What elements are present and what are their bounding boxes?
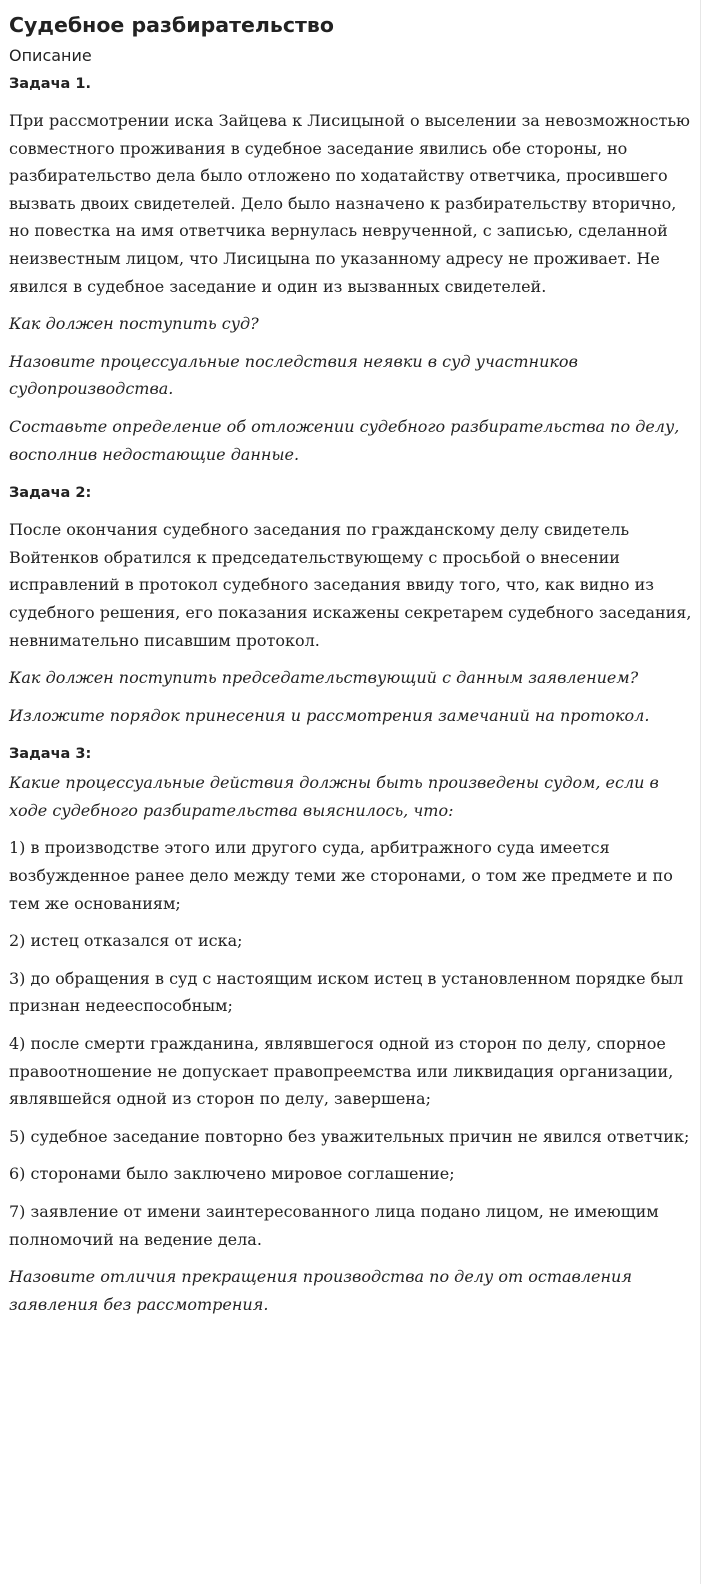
task-3 (9, 739, 692, 1318)
task-3-item-1: 1) в производстве этого или другого суда, арбитражного суда имеется возбужденное ранее дело между теми же сторонами, о том же предмете и по тем же основаниям; (9, 838, 673, 913)
task-3-heading: Задача 3: (9, 746, 92, 763)
task-1-question-3: Составьте определение об отложении судебного разбирательства по делу, восполнив недостающие данные. (9, 416, 680, 464)
task-3-item-6: 6) сторонами было заключено мировое соглашение; (9, 1164, 455, 1184)
task-3-item-4: 4) после смерти гражданина, являвшегося одной из сторон по делу, спорное правоотношение не допускает правопреемства или ликвидация организации, являвшейся одной из сторон по делу, завершена; (9, 1034, 674, 1109)
task-3-item-5: 5) судебное заседание повторно без уважительных причин не явился ответчик; (9, 1126, 690, 1146)
task-3-item-7: 7) заявление от имени заинтересованного лица подано лицом, не имеющим полномочий на ведение дела. (9, 1202, 659, 1249)
task-3-item-3: 3) до обращения в суд с настоящим иском истец в установленном порядке был признан недееспособным; (9, 968, 684, 1016)
task-1 (9, 69, 692, 468)
task-3-item-2: 2) истец отказался от иска; (9, 931, 243, 951)
task-1-question-1: Как должен поступить суд? (9, 314, 259, 334)
task-2-question-1: Как должен поступить председательствующий с данным заявлением? (9, 668, 639, 688)
task-2-text: После окончания судебного заседания по гражданскому делу свидетель Войтенков обратился к председательствующему с просьбой о внесении исправлений в протокол судебного заседания ввиду того, что, как видно из судебного решения, его показания искажены секретарем судебного заседания, невнимательно писавшим протокол. (9, 520, 692, 650)
task-1-heading: Задача 1. (9, 76, 91, 92)
task-2-heading: Задача 2: (9, 485, 92, 502)
task-1-text: При рассмотрении иска Зайцева к Лисицыной о выселении за невозможностью совместного проживания в судебное заседание явились обе стороны, но разбирательство дела было отложено по ходатайству ответчика, просившего вызвать двоих свидетелей. Дело было назначено к разбирательству вторично, но повестка на имя ответчика вернулась неврученной, с записью, сделанной неизвестным лицом, что Лисицына по указанному адресу не проживает. Не явился в судебное заседание и один из вызванных свидетелей. (9, 111, 690, 296)
page-title: Судебное разбирательство (9, 13, 334, 37)
task-1-question-2: Назовите процессуальные последствия неявки в суд участников судопроизводства. (9, 351, 578, 399)
task-2-question-2: Изложите порядок принесения и рассмотрения замечаний на протокол. (9, 705, 650, 725)
description-label: Описание (9, 46, 92, 65)
task-3-question-1: Назовите отличия прекращения производства по делу от оставления заявления без рассмотрения. (9, 1267, 632, 1314)
task-3-intro: Какие процессуальные действия должны быть произведены судом, если в ходе судебного разбирательства выяснилось, что: (9, 773, 659, 820)
task-2 (9, 478, 692, 729)
